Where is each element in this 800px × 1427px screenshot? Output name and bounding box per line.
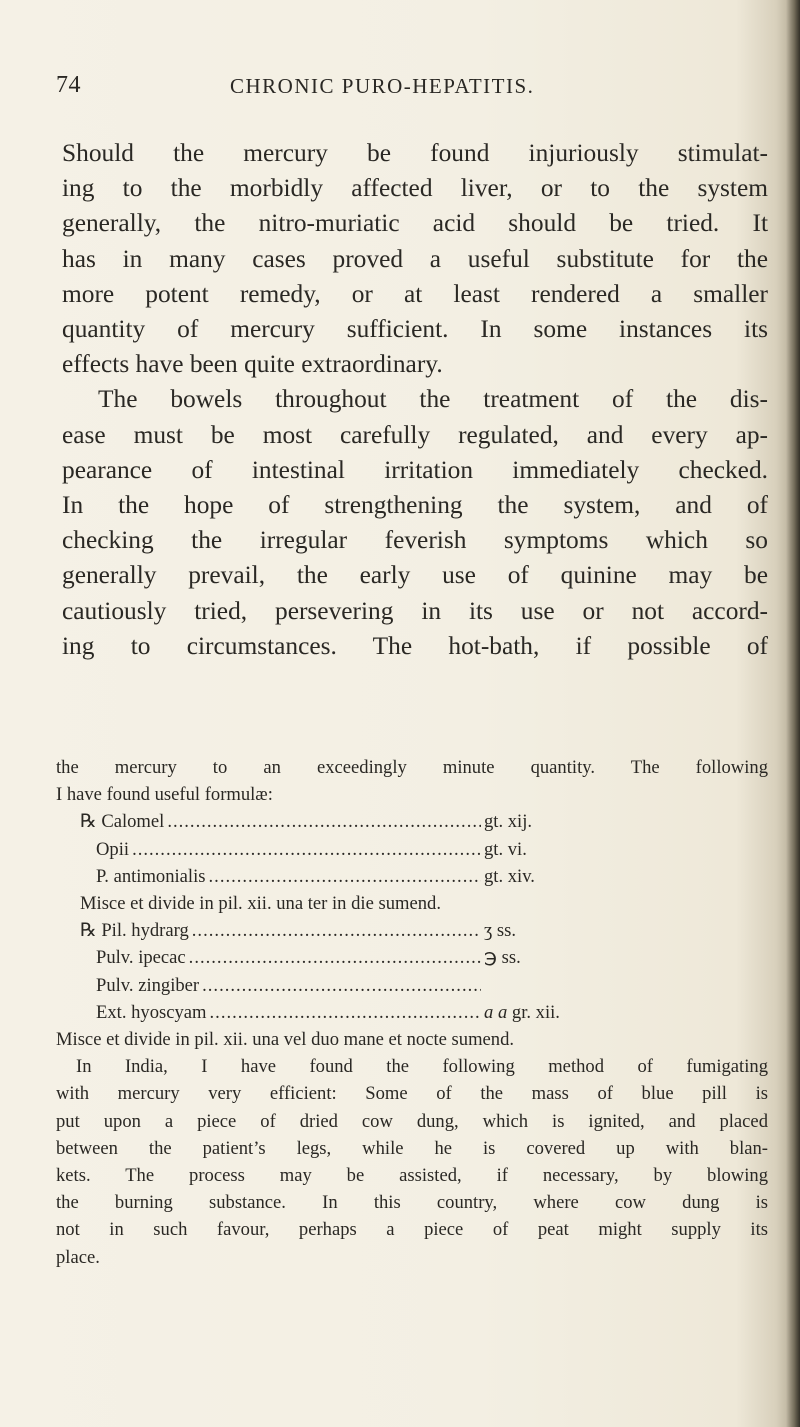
misce-instruction: Misce et divide in pil. xii. una ter in die sumend.: [80, 893, 441, 915]
body-line: quantity of mercury sufficient. In some instances its: [62, 315, 768, 344]
prescription-item: [96, 836, 576, 863]
page-number: 74: [56, 72, 81, 98]
drug-dose: gt. xij.: [484, 811, 533, 833]
leader-dots: [132, 836, 481, 863]
drug-name: Opii: [96, 838, 130, 860]
drug-name: Pulv. zingiber: [96, 974, 200, 996]
body-line: has in many cases proved a useful substitute for the: [62, 244, 768, 273]
leader-dots: [209, 863, 481, 890]
leader-dots: [189, 944, 481, 971]
page-binding-edge: [786, 0, 800, 1427]
body-line: generally prevail, the early use of quinine may be: [62, 561, 768, 590]
footnote-line: place.: [56, 1246, 100, 1268]
body-line: ease must be most carefully regulated, and every ap-: [62, 420, 768, 449]
body-line: generally, the nitro-muriatic acid should be tried. It: [62, 209, 768, 238]
body-line: Should the mercury be found injuriously stimulat-: [62, 139, 768, 167]
main-text: [62, 136, 768, 664]
drug-dose-value: gr. xii.: [511, 1001, 560, 1023]
prescription-item: [96, 863, 576, 890]
drug-dose: ʒ ss.: [484, 920, 517, 942]
body-line: The bowels throughout the treatment of the dis-: [98, 385, 768, 414]
drug-name: P. antimonialis: [96, 865, 206, 887]
body-line: more potent remedy, or at least rendered a smaller: [62, 279, 768, 308]
body-line: In the hope of strengthening the system, and of: [62, 491, 768, 520]
drug-dose: gt. xiv.: [484, 865, 535, 887]
footnote-line: between the patient’s legs, while he is covered up with blan-: [56, 1137, 768, 1159]
body-line: cautiously tried, persevering in its use or not accord-: [62, 596, 768, 625]
footnote-line: In India, I have found the following method of fumigating: [76, 1056, 768, 1078]
leader-dots: [210, 999, 481, 1026]
prescription-item: [80, 917, 576, 944]
body-line: ing to the morbidly affected liver, or to the system: [62, 174, 768, 203]
prescription-item: [96, 944, 576, 971]
footnote-line: put upon a piece of dried cow dung, which is ignited, and placed: [56, 1110, 768, 1132]
drug-name: Ext. hyoscyam: [96, 1001, 207, 1023]
drug-dose: gt. vi.: [484, 838, 527, 860]
footnote-line: with mercury very efficient: Some of the mass of blue pill is: [56, 1083, 768, 1105]
prescription-2: [56, 917, 576, 1026]
footnote: [56, 754, 768, 1271]
prescription-item: [96, 999, 576, 1026]
footnote-line: the burning substance. In this country, where cow dung is: [56, 1192, 768, 1214]
body-line: checking the irregular feverish symptoms which so: [62, 526, 768, 555]
drug-name: ℞ Calomel: [80, 811, 165, 833]
leader-dots: [192, 917, 481, 944]
footnote-line: kets. The process may be assisted, if necessary, by blowing: [56, 1165, 768, 1187]
prescription-1: [56, 808, 576, 890]
drug-dose-italic: a a: [484, 1001, 508, 1023]
body-line: effects have been quite extraordinary.: [62, 350, 443, 379]
body-line: pearance of intestinal irritation immediately checked.: [62, 455, 768, 484]
running-head: CHRONIC PURO-HEPATITIS.: [230, 74, 535, 98]
body-line: ing to circumstances. The hot-bath, if possible of: [62, 631, 768, 660]
footnote-line: I have found useful formulæ:: [56, 784, 273, 806]
drug-name: Pulv. ipecac: [96, 947, 186, 969]
leader-dots: [167, 808, 481, 835]
drug-name: ℞ Pil. hydrarg: [80, 920, 189, 942]
footnote-line: not in such favour, perhaps a piece of peat might supply its: [56, 1219, 768, 1241]
drug-dose: [484, 999, 576, 1026]
drug-dose: ℈ ss.: [484, 947, 521, 969]
footnote-line: the mercury to an exceedingly minute quantity. The following: [56, 757, 768, 778]
misce-instruction: Misce et divide in pil. xii. una vel duo mane et nocte sumend.: [56, 1029, 515, 1051]
leader-dots: [202, 972, 481, 999]
prescription-item: [80, 808, 576, 835]
prescription-item: [96, 972, 576, 999]
page-header: [0, 72, 800, 112]
